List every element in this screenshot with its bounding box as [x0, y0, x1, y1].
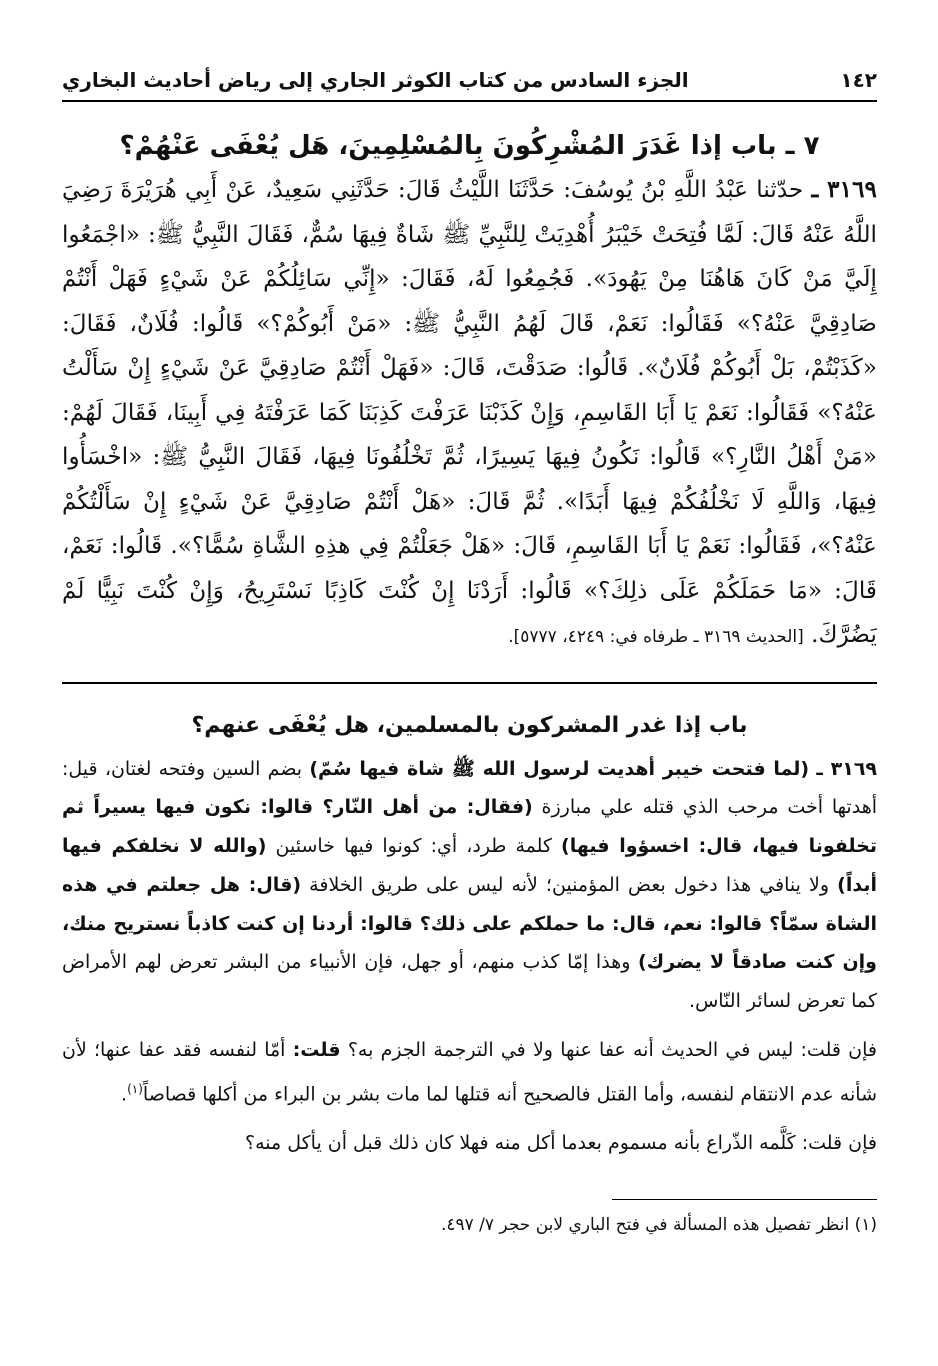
- commentary-quote-2: (فقال: من أهل النّار؟ قالوا: نكون فيها يسيراً ثم تخلفونا فيها، قال: اخسؤوا فيها): [62, 796, 878, 858]
- footnote: [62, 1210, 877, 1240]
- commentary-number: ٣١٦٩ ـ: [816, 757, 878, 780]
- page-number: ١٤٢: [840, 68, 877, 92]
- chapter-title: ٧ ـ باب إذا غَدَرَ المُشْرِكُونَ بِالمُسْلِمِينَ، هَل يُعْفَى عَنْهُمْ؟: [119, 131, 820, 161]
- hadith-body: حدّثنا عَبْدُ اللَّهِ بْنُ يُوسُفَ: حَدَّثَنَا اللَّيْثُ قَالَ: حَدَّثَنِي سَعِيدٌ، عَنْ أَبِي هُرَيْرَةَ رَضِيَ اللَّهُ عَنْهُ قَالَ: لَمَّا فُتِحَتْ خَيْبَرُ أُهْدِيَتْ لِلنَّبِيِّ ﷺ شَاةٌ فِيهَا سُمٌّ، فَقَالَ النَّبِيُّ ﷺ: «اجْمَعُوا إِلَيَّ مَنْ كَانَ هَاهُنَا مِنْ يَهُودَ». فَجُمِعُوا لَهُ، فَقَالَ: «إِنِّي سَائِلُكُمْ عَنْ شَيْءٍ فَهَلْ أَنْتُمْ صَادِقِيَّ عَنْهُ؟» فَقَالُوا: نَعَمْ، قَالَ لَهُمُ النَّبِيُّ ﷺ: «مَنْ أَبُوكُمْ؟» قَالُوا: فُلَانٌ، فَقَالَ: «كَذَبْتُمْ، بَلْ أَبُوكُمْ فُلَانٌ». قَالُوا: صَدَقْتَ، قَالَ: «فَهَلْ أَنْتُمْ صَادِقِيَّ عَنْ شَيْءٍ إِنْ سَأَلْتُ عَنْهُ؟» فَقَالُوا: نَعَمْ يَا أَبَا القَاسِمِ، وَإِنْ كَذَبْنَا عَرَفْتَ كَذِبَنَا كَمَا عَرَفْتَهُ فِي أَبِينَا، فَقَالَ لَهُمْ: «مَنْ أَهْلُ النَّارِ؟» قَالُوا: نَكُونُ فِيهَا يَسِيرًا، ثُمَّ تَخْلُفُونَا فِيهَا، فَقَالَ النَّبِيُّ ﷺ: «اخْسَأُوا فِيهَا، وَاللَّهِ لَا نَخْلُفُكُمْ فِيهَا أَبَدًا». ثُمَّ قَالَ: «هَلْ أَنْتُمْ صَادِقِيَّ عَنْ شَيْءٍ إِنْ سَأَلْتُكُمْ عَنْهُ؟»، فَقَالُوا: نَعَمْ يَا أَبَا القَاسِمِ، قَالَ: «هَلْ جَعَلْتُمْ فِي هذِهِ الشَّاةِ سُمًّا؟». قَالُوا: نَعَمْ، قَالَ: «مَا حَمَلَكُمْ عَلَى ذلِكَ؟» قَالُوا: أَرَدْنَا إِنْ كُنْتَ كَاذِبًا نَسْتَرِيحُ، وَإِنْ كُنْتَ نَبِيًّا لَمْ يَضُرَّكَ.: [62, 176, 877, 648]
- footnote-text: انظر تفصيل هذه المسألة في فتح الباري لابن حجر ٧/ ٤٩٧.: [440, 1214, 850, 1235]
- commentary-text-3: ولا ينافي هذا دخول بعض المؤمنين؛ لأنه ليس على طريق الخلافة: [301, 873, 838, 896]
- commentary-text-2: كلمة طرد، أي: كونوا فيها خاسئين: [266, 835, 562, 858]
- commentary-quote-3: (والله لا نخلفكم فيها أبداً): [62, 835, 877, 896]
- book-page: [62, 60, 877, 1350]
- footnote-divider: [612, 1199, 877, 1200]
- hadith-reference: [الحديث ٣١٦٩ ـ طرفاه في: ٤٢٤٩، ٥٧٧٧].: [508, 627, 804, 647]
- answer-end: .: [121, 1083, 128, 1106]
- footnote-ref[interactable]: (١): [127, 1081, 143, 1096]
- commentary-paragraph-3: فإن قلت: كَلَّمه الذّراع بأنه مسموم بعدما أكل منه فهلا كان ذلك قبل أن يأكل منه؟: [245, 1132, 877, 1154]
- page-header: [62, 60, 877, 102]
- running-title: الجزء السادس من كتاب الكوثر الجاري إلى رياض أحاديث البخاري: [62, 68, 689, 92]
- section-divider: [62, 682, 877, 684]
- commentary-text-4: وهذا إمّا كذب منهم، أو جهل، فإن الأنبياء من البشر تعرض لهم الأمراض كما تعرض لسائر النّاس.: [62, 951, 877, 1013]
- commentary-paragraph-1: [62, 750, 877, 1022]
- hadith-text: [62, 168, 877, 660]
- answer-text: أمّا لنفسه فقد عفا عنها؛ لأن شأنه عدم الانتقام لنفسه، وأما القتل فالصحيح أنه قتلها لما مات بشر بن البراء من أكلها قصاصاً: [62, 1039, 877, 1106]
- question-text: فإن قلت: ليس في الحديث أنه عفا عنها ولا في الترجمة الجزم به؟: [340, 1039, 878, 1062]
- commentary-title: باب إذا غدر المشركون بالمسلمين، هل يُعْفَى عنهم؟: [191, 712, 748, 738]
- commentary-text-1: بضم السين وفتحه لغتان، قيل: أهدتها أخت مرحب الذي قتله علي مبارزة: [62, 757, 877, 819]
- commentary-quote-1: (لما فتحت خيبر أهديت لرسول الله ﷺ شاة فيها سُمّ): [309, 757, 810, 780]
- hadith-number: ٣١٦٩ ـ: [811, 176, 877, 203]
- commentary-paragraph-2: [62, 1031, 877, 1114]
- commentary-quote-4: (قال: هل جعلتم في هذه الشاة سمّاً؟ قالوا: نعم، قال: ما حملكم على ذلك؟ قالوا: أردنا إن كنت كاذباً نستريح منك، وإن كنت صادقاً لا يضرك): [62, 873, 877, 974]
- footnote-marker: (١): [854, 1214, 877, 1235]
- answer-label: قلت:: [292, 1039, 341, 1062]
